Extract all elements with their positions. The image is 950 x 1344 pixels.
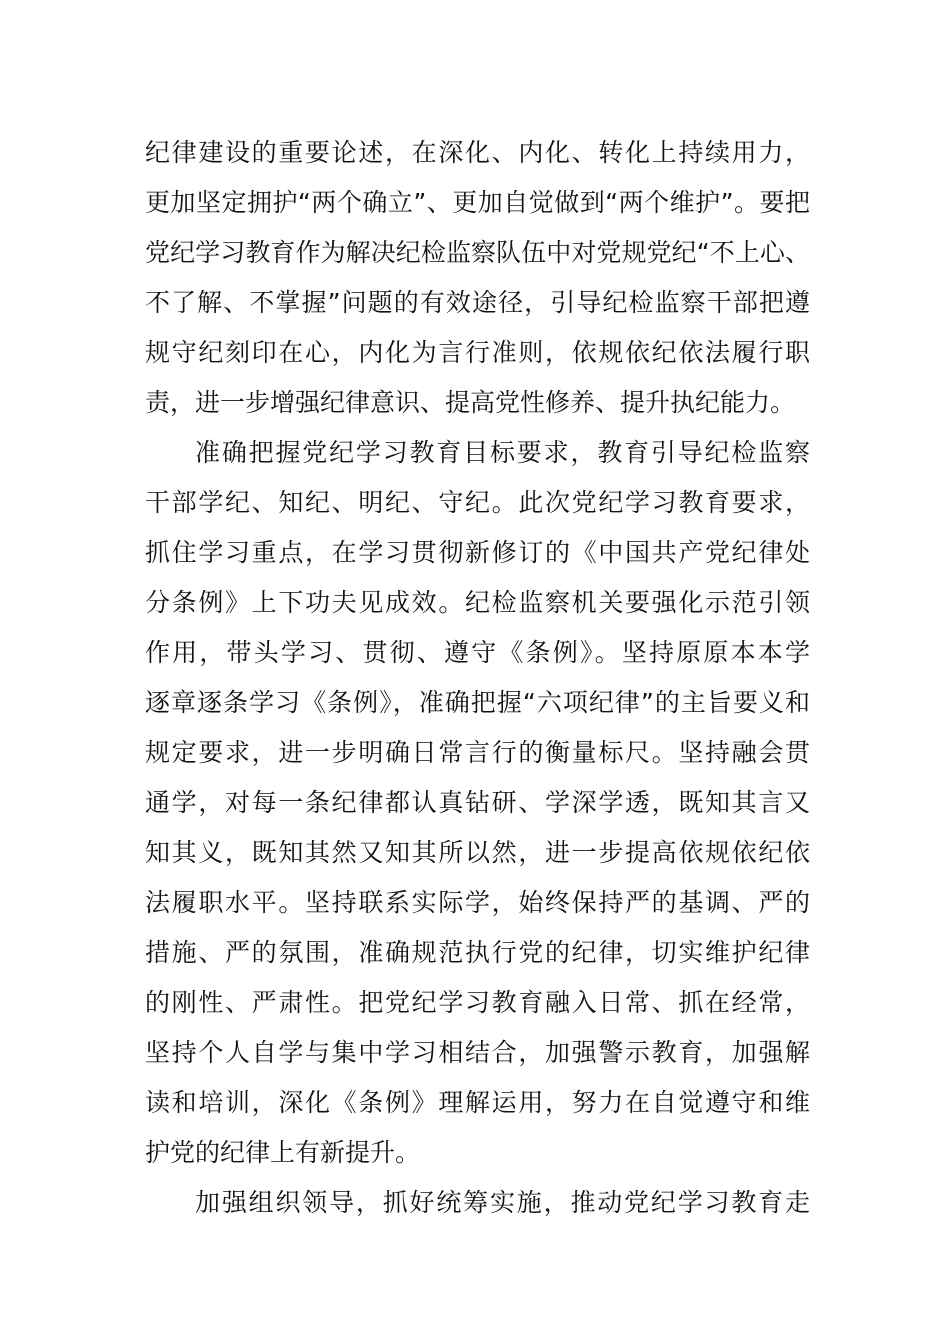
text-line: 规守纪刻印在心，内化为言行准则，依规依纪依法履行职 (145, 338, 810, 367)
text-line: 读和培训，深化《条例》理解运用，努力在自觉遵守和维 (145, 1088, 810, 1117)
text-line: 不了解、不掌握”问题的有效途径，引导纪检监察干部把遵 (145, 288, 810, 317)
text-line: 分条例》上下功夫见成效。纪检监察机关要强化示范引领 (145, 588, 810, 617)
text-line: 逐章逐条学习《条例》，准确把握“六项纪律”的主旨要义和 (145, 688, 810, 717)
text-line: 责，进一步增强纪律意识、提高党性修养、提升执纪能力。 (145, 388, 796, 417)
text-line: 通学，对每一条纪律都认真钻研、学深学透，既知其言又 (145, 788, 810, 817)
text-line: 党纪学习教育作为解决纪检监察队伍中对党规党纪“不上心、 (145, 238, 810, 267)
text-line: 坚持个人自学与集中学习相结合，加强警示教育，加强解 (145, 1038, 810, 1067)
document-body (145, 128, 810, 1228)
text-line: 护党的纪律上有新提升。 (145, 1138, 421, 1167)
text-line: 更加坚定拥护“两个确立”、更加自觉做到“两个维护”。要把 (145, 188, 810, 217)
text-line: 准确把握党纪学习教育目标要求，教育引导纪检监察 (195, 438, 810, 467)
text-line: 抓住学习重点，在学习贯彻新修订的《中国共产党纪律处 (145, 538, 810, 567)
text-line: 干部学纪、知纪、明纪、守纪。此次党纪学习教育要求， (145, 488, 810, 517)
text-line: 纪律建设的重要论述，在深化、内化、转化上持续用力， (145, 138, 810, 167)
text-line: 法履职水平。坚持联系实际学，始终保持严的基调、严的 (145, 888, 810, 917)
text-line: 措施、严的氛围，准确规范执行党的纪律，切实维护纪律 (145, 938, 810, 967)
text-line: 的刚性、严肃性。把党纪学习教育融入日常、抓在经常， (145, 988, 810, 1017)
text-line: 知其义，既知其然又知其所以然，进一步提高依规依纪依 (145, 838, 810, 867)
text-line: 加强组织领导，抓好统筹实施，推动党纪学习教育走 (195, 1188, 810, 1217)
text-line: 作用，带头学习、贯彻、遵守《条例》。坚持原原本本学 (145, 638, 810, 667)
text-line: 规定要求，进一步明确日常言行的衡量标尺。坚持融会贯 (145, 738, 810, 767)
